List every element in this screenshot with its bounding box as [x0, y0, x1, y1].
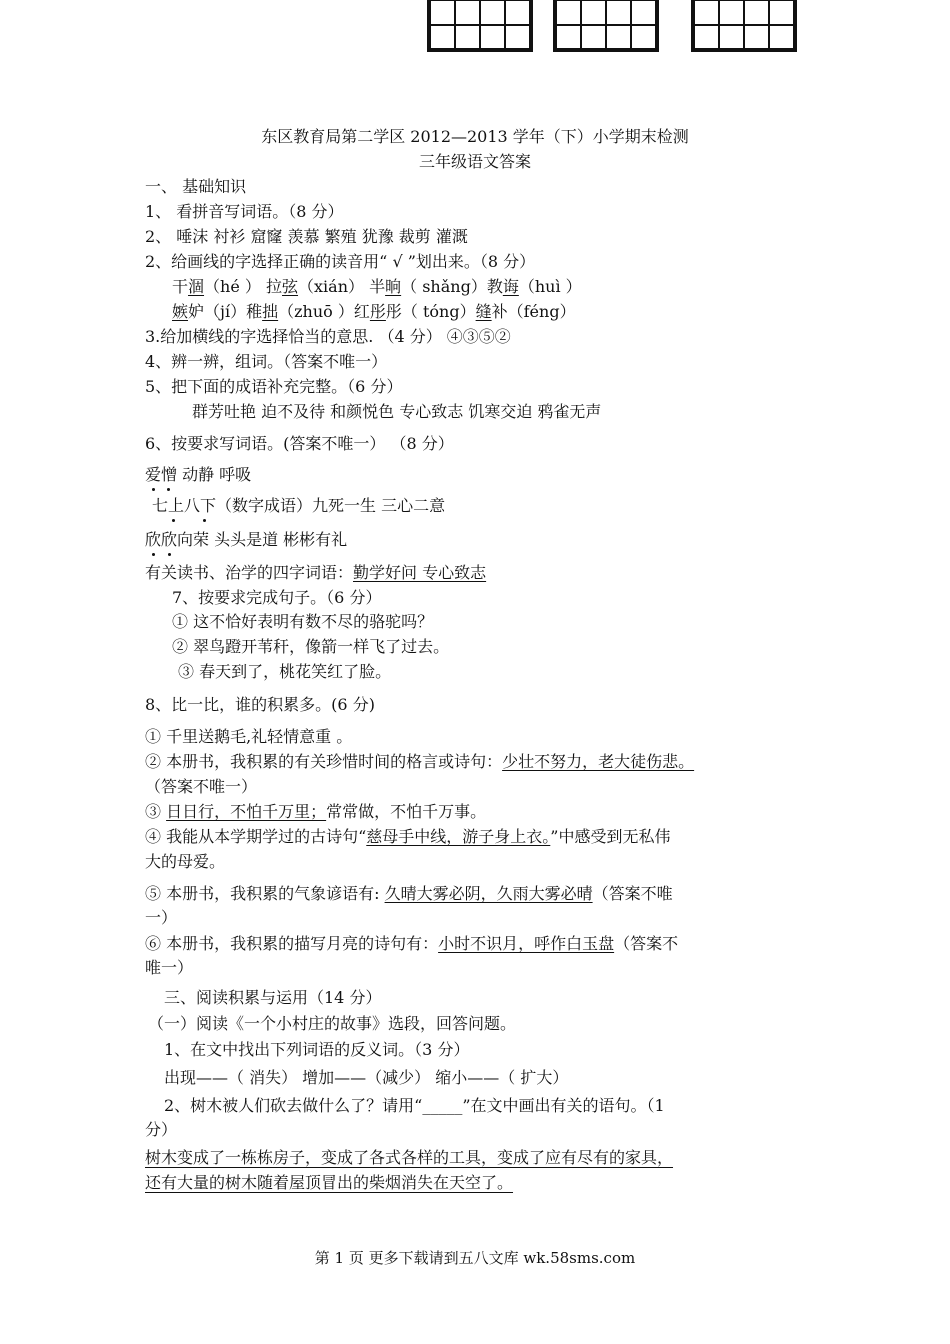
q3-prompt: 3.给加横线的字选择恰当的意思. （4 分） ④③⑤② [145, 327, 511, 346]
q1-prompt: 1、 看拼音写词语。（8 分） [145, 202, 344, 221]
q8-answer-4-line2: 大的母爱。 [145, 852, 226, 871]
q1-answer: 2、 唾沫 衬衫 窟窿 羡慕 繁殖 犹豫 裁剪 灌溉 [145, 227, 468, 246]
emphasis-dot [167, 488, 170, 491]
q2-row-2: 嫉妒（jí）稚拙（zhuō ）红彤彤（ tóng）缝补（féng） [172, 302, 576, 321]
q6-answer-c: 欣欣向荣 头头是道 彬彬有礼 [145, 530, 348, 549]
emphasis-dot [152, 488, 155, 491]
q4-prompt: 4、辨一辨，组词。（答案不唯一） [145, 352, 388, 371]
s3-q2-answer-1: 树木变成了一栋栋房子，变成了各式各样的工具，变成了应有尽有的家具， [145, 1148, 674, 1167]
document-subtitle: 三年级语文答案 [418, 152, 531, 171]
q8-answer-6-line2: 唯一） [145, 958, 194, 977]
section-3-heading: 三、阅读积累与运用（14 分） [164, 988, 382, 1007]
q8-answer-4: ④ 我能从本学期学过的古诗句“慈母手中线，游子身上衣。”中感受到无私伟 [145, 827, 671, 846]
score-grid-3 [691, 0, 797, 52]
q5-prompt: 5、把下面的成语补充完整。（6 分） [145, 377, 403, 396]
emphasis-dot [172, 519, 175, 522]
q8-answer-1: ① 千里送鹅毛,礼轻情意重 。 [145, 727, 353, 746]
score-grid-2 [553, 0, 659, 52]
q7-answer-1: ① 这不恰好表明有数不尽的骆驼吗？ [172, 612, 434, 631]
q8-answer-2-note: （答案不唯一） [145, 777, 258, 796]
q2-row-1: 干涸（hé ） 拉弦（xián） 半晌（ shǎng）教诲（huì ） [172, 277, 582, 296]
emphasis-dot [152, 553, 155, 556]
q7-answer-3: ③ 春天到了，桃花笑红了脸。 [178, 662, 392, 681]
emphasis-dot [203, 519, 206, 522]
q8-answer-3: ③ 日日行，不怕千万里；常常做，不怕千万事。 [145, 802, 487, 821]
s3-q1-prompt: 1、在文中找出下列词语的反义词。（3 分） [164, 1040, 470, 1059]
q5-answer: 群芳吐艳 迫不及待 和颜悦色 专心致志 饥寒交迫 鸦雀无声 [192, 402, 602, 421]
q8-answer-2: ② 本册书，我积累的有关珍惜时间的格言或诗句：少壮不努力，老大徒伤悲。 [145, 752, 695, 771]
q8-answer-6: ⑥ 本册书，我积累的描写月亮的诗句有：小时不识月，呼作白玉盘（答案不 [145, 934, 679, 953]
section-1-heading: 一、 基础知识 [145, 177, 247, 196]
reading-passage-prompt: （一）阅读《一个小村庄的故事》选段，回答问题。 [148, 1014, 517, 1033]
page-footer: 第 1 页 更多下载请到五八文库 wk.58sms.com [314, 1249, 636, 1267]
q8-answer-5-line2: 一） [145, 908, 178, 927]
document-title: 东区教育局第二学区 2012—2013 学年（下）小学期末检测 [261, 127, 689, 146]
q7-answer-2: ② 翠鸟蹬开苇秆，像箭一样飞了过去。 [172, 637, 450, 656]
s3-q1-answer: 出现——（ 消失） 增加——（减少） 缩小——（ 扩大） [164, 1068, 569, 1087]
q6-answer-d: 有关读书、治学的四字词语：勤学好问 专心致志 [145, 563, 487, 582]
q8-answer-5: ⑤ 本册书，我积累的气象谚语有: 久晴大雾必阴，久雨大雾必晴（答案不唯 [145, 884, 673, 903]
q6-prompt: 6、按要求写词语。(答案不唯一） （8 分） [145, 434, 454, 453]
emphasis-dot [168, 553, 171, 556]
q6-answer-b: 七上八下（数字成语）九死一生 三心二意 [152, 496, 446, 515]
q2-prompt: 2、给画线的字选择正确的读音用“ √ ”划出来。（8 分） [145, 252, 536, 271]
q8-prompt: 8、比一比，谁的积累多。(6 分) [145, 695, 375, 714]
s3-q2-prompt: 2、树木被人们砍去做什么了？请用“_____”在文中画出有关的语句。（1 [164, 1096, 665, 1115]
score-grid-1 [427, 0, 533, 52]
s3-q2-prompt-line2: 分） [145, 1120, 178, 1139]
q6-answer-a: 爱憎 动静 呼吸 [145, 465, 252, 484]
q7-prompt: 7、按要求完成句子。（6 分） [172, 588, 382, 607]
s3-q2-answer-2: 还有大量的树木随着屋顶冒出的柴烟消失在天空了。 [145, 1173, 514, 1192]
